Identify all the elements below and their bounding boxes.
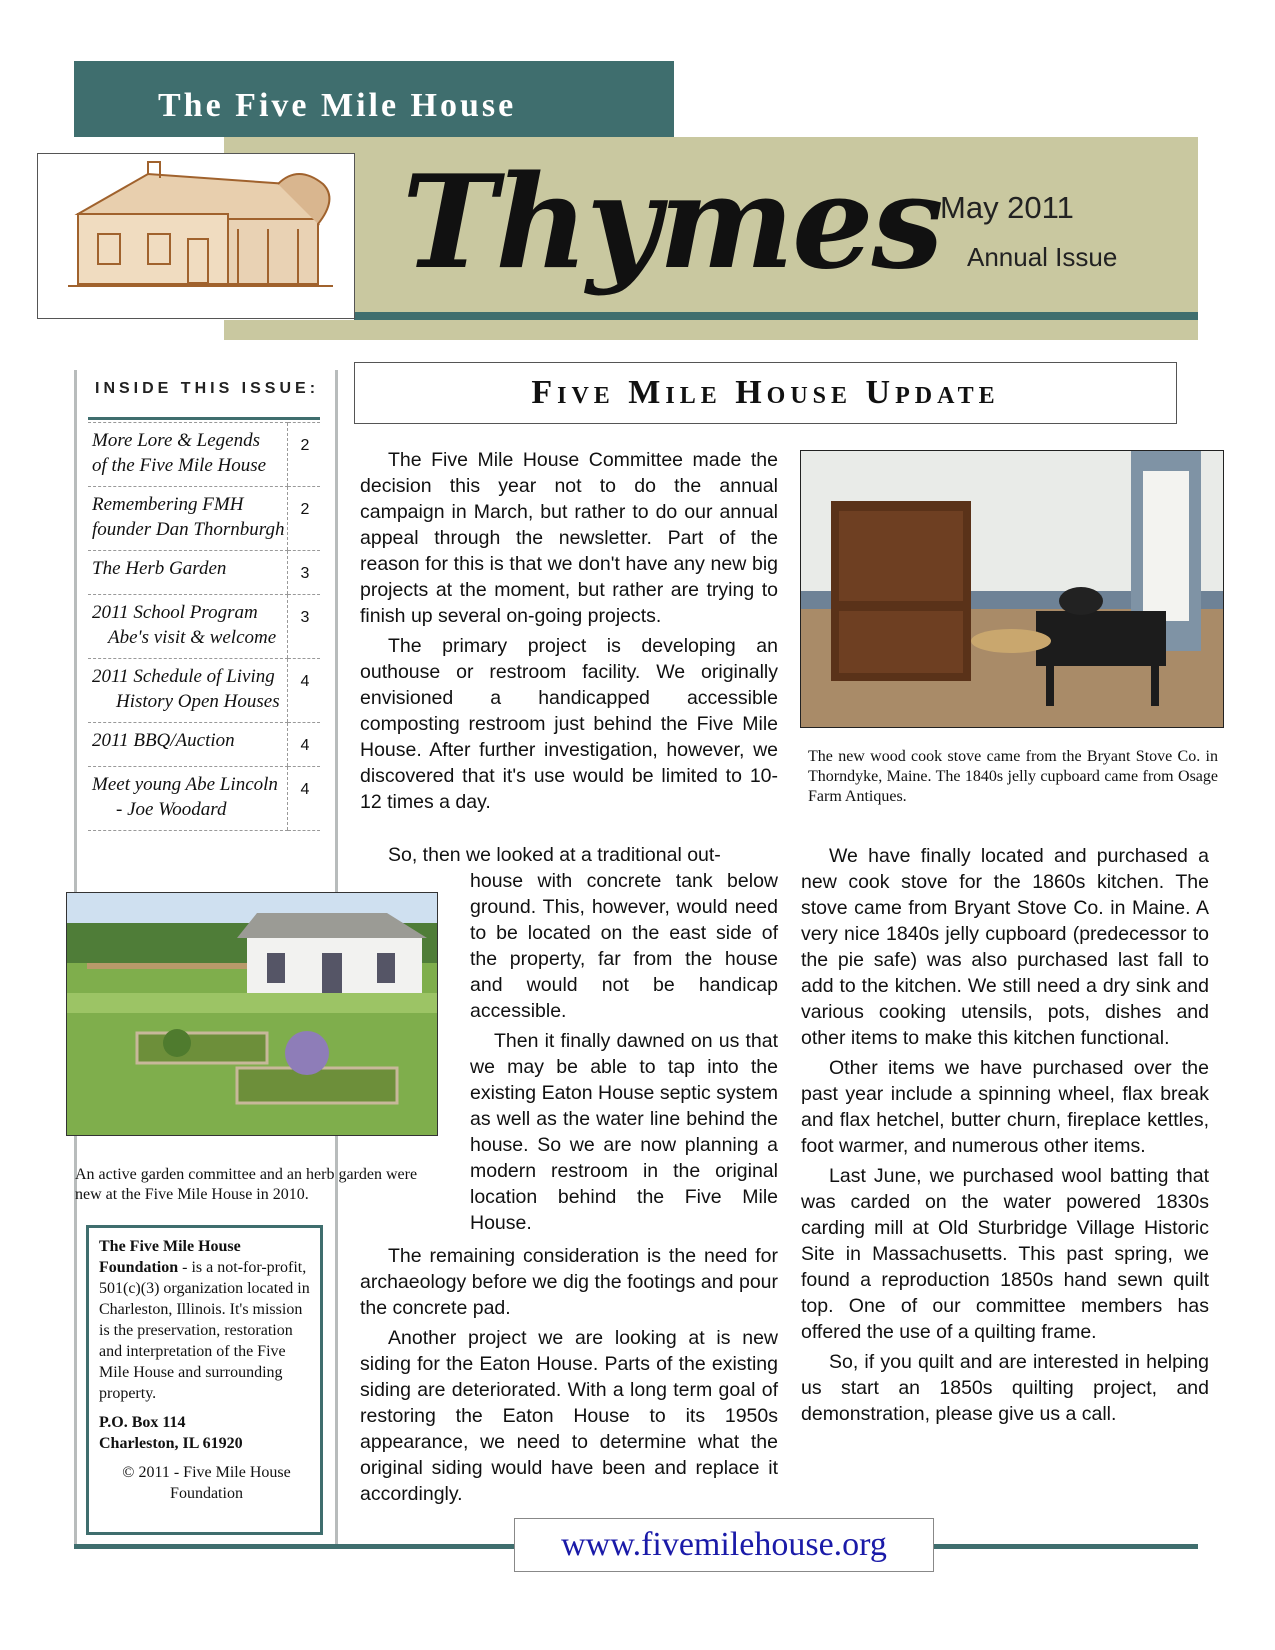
toc-item-page: 2 (288, 487, 321, 551)
article-paragraph: The Five Mile House Committee made the decision this year not to do the annual campaign in March, but rather to do our annual appeal through the newsletter. Part of the reason for this is that we don't have any new big projects at the moment, but rather are trying to finish up several on-going projects. (360, 449, 778, 627)
org-name-banner: The Five Mile House (74, 61, 674, 137)
toc-item[interactable] (88, 595, 320, 659)
toc-item-title: Meet young Abe Lincoln (92, 774, 278, 795)
article-paragraph-lead: So, then we looked at a traditional out- (388, 844, 721, 866)
herb-garden-photo (66, 892, 438, 1136)
toc-item[interactable] (88, 423, 320, 487)
article-paragraph: The remaining consideration is the need for archaeology before we dig the footings and pour the concrete pad. (360, 1245, 778, 1319)
stove-photo-icon (801, 451, 1223, 727)
article-paragraph: The primary project is developing an outhouse or restroom facility. We originally envisioned a handicapped accessible composting restroom just behind the Five Mile House. After further investigation, however, we discovered that it's use would be limited to 10-12 times a day. (360, 635, 778, 813)
toc-item-title: Remembering FMH (92, 494, 244, 515)
article-headline: Five Mile House Update (354, 362, 1177, 424)
article-paragraph: Another project we are looking at is new siding for the Eaton House. Parts of the existing siding are deteriorated. With a long term goal of restoring the Eaton House to its 1950s appearance, we need to determine what the original siding would have been and replace it accordingly. (360, 1327, 778, 1505)
masthead-rule (354, 312, 1198, 320)
toc-item-page: 3 (288, 551, 321, 595)
foundation-copyright: © 2011 - Five Mile House Foundation (122, 1464, 291, 1502)
garden-photo-icon (67, 893, 437, 1135)
toc-item[interactable] (88, 659, 320, 723)
toc-heading: INSIDE THIS ISSUE: (95, 380, 320, 397)
newsletter-title: Thymes (402, 148, 942, 298)
website-link[interactable]: www.fivemilehouse.org (514, 1518, 934, 1572)
foundation-description: - is a not-for-profit, 501(c)(3) organization located in Charleston, Illinois. It's mission is the preservation, restoration and interpretation of the Five Mile House and surrounding property. (99, 1259, 310, 1402)
article-paragraph: house with concrete tank below ground. This, however, would need to be located on the east side of the property, far from the house and would not be handicap accessible. (470, 870, 778, 1022)
toc-item-subtitle: History Open Houses (116, 691, 280, 712)
article-paragraph: Then it finally dawned on us that we may be able to tap into the existing Eaton House septic system as well as the water line behind the house. So we are now planning a modern restroom in the original location behind the Five Mile House. (470, 1030, 778, 1234)
article-column-1 (360, 447, 778, 819)
toc-item[interactable] (88, 723, 320, 767)
toc-item[interactable] (88, 767, 320, 831)
toc-item-title: 2011 Schedule of Living (92, 666, 275, 687)
article-paragraph: So, if you quilt and are interested in helping us start an 1850s quilting project, and demonstration, please give us a call. (801, 1351, 1209, 1425)
toc-rule (88, 417, 320, 420)
toc-item-page: 2 (288, 423, 321, 487)
issue-type: Annual Issue (967, 242, 1118, 272)
toc-item-subtitle: Abe's visit & welcome (108, 627, 277, 648)
kitchen-stove-photo (800, 450, 1224, 728)
foundation-info-box (86, 1225, 323, 1535)
toc-item-page: 4 (288, 723, 321, 767)
toc-item-title: 2011 BBQ/Auction (92, 730, 235, 751)
article-paragraph: We have finally located and purchased a new cook stove for the 1860s kitchen. The stove came from Bryant Stove Co. in Maine. A very nice 1840s jelly cupboard (predecessor to the pie safe) was also purchased last fall to add to the kitchen. We still need a dry sink and various cooking utensils, pots, dishes and other items to make this kitchen functional. (801, 845, 1209, 1049)
toc-item-page: 4 (288, 659, 321, 723)
article-column-1-wrap (470, 868, 778, 1240)
toc-item-subtitle: - Joe Woodard (116, 799, 227, 820)
toc-item-page: 4 (288, 767, 321, 831)
house-sketch-icon (38, 154, 354, 318)
house-sketch-logo (37, 153, 355, 319)
article-paragraph: Other items we have purchased over the past year include a spinning wheel, flax break and flax hetchel, butter churn, fireplace kettles, foot warmer, and numerous other items. (801, 1057, 1209, 1157)
masthead-band-bottom (224, 320, 1198, 340)
foundation-address-line2: Charleston, IL 61920 (99, 1435, 243, 1452)
foundation-address-line1: P.O. Box 114 (99, 1414, 186, 1431)
toc-item-subtitle: founder Dan Thornburgh (92, 519, 285, 540)
toc-item-title: 2011 School Program (92, 602, 258, 623)
toc-item-subtitle: of the Five Mile House (92, 455, 267, 476)
stove-photo-caption: The new wood cook stove came from the Bryant Stove Co. in Thorndyke, Maine. The 1840s jelly cupboard came from Osage Farm Antiques. (808, 748, 1218, 805)
article-column-2 (801, 843, 1209, 1431)
table-of-contents (88, 422, 320, 831)
toc-item-page: 3 (288, 595, 321, 659)
toc-item[interactable] (88, 551, 320, 595)
toc-item-title: More Lore & Legends (92, 430, 260, 451)
article-column-1-bottom (360, 1243, 778, 1511)
toc-item-title: The Herb Garden (92, 558, 227, 579)
garden-photo-caption: An active garden committee and an herb garden were new at the Five Mile House in 2010. (75, 1166, 418, 1203)
foundation-name: The Five Mile House Foundation (99, 1238, 241, 1276)
issue-date: May 2011 (940, 190, 1074, 225)
toc-item[interactable] (88, 487, 320, 551)
article-paragraph: Last June, we purchased wool batting that was carded on the water powered 1830s carding mill at Old Sturbridge Village Historic Site in Massachusetts. This past spring, we found a reproduction 1850s hand sewn quilt top. One of our committee members has offered the use of a quilting frame. (801, 1165, 1209, 1343)
